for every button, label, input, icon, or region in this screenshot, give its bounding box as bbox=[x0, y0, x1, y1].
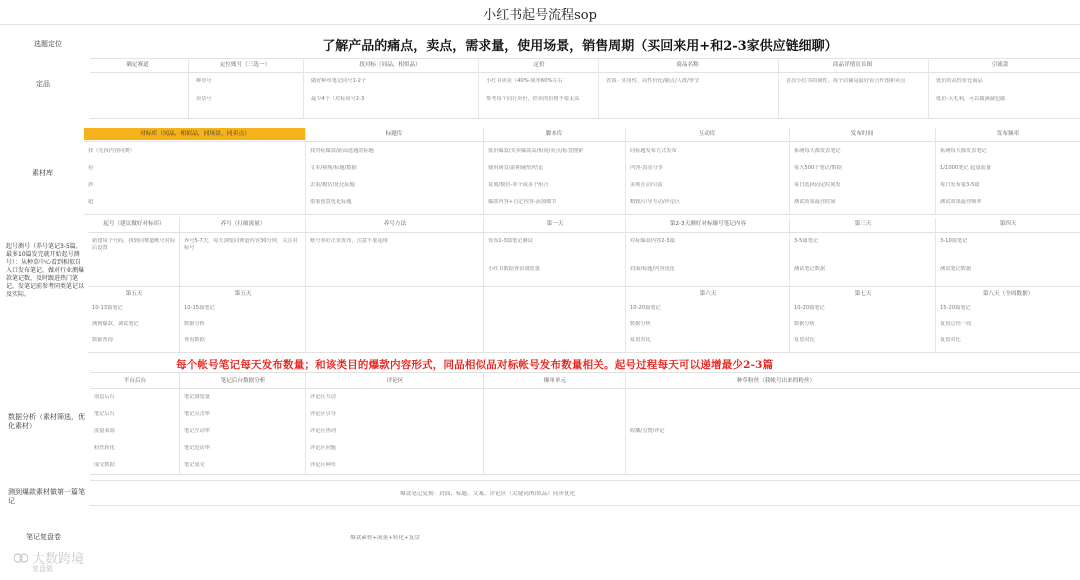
dingpin-cell: 卖货号 bbox=[196, 96, 212, 102]
sucai-cell: 同标题发布方式发布 bbox=[630, 148, 677, 154]
qihao-cell: 发布1-3篇笔记测试 bbox=[488, 238, 533, 244]
headline: 了解产品的痛点，卖点，需求量，使用场景，销售周期（买回来用+和2-3家供应链细聊） bbox=[322, 39, 838, 54]
analysis-cell: 评论区互动 bbox=[310, 394, 336, 400]
qihao-day-header: 第八天（全周数据） bbox=[982, 291, 1034, 297]
qihao-cell: 养号5-7天，每天浏览同赛道内容30分钟，关注对标号 bbox=[184, 238, 298, 252]
qihao-cell: 查看数据 bbox=[184, 337, 205, 343]
label-qihao: 起号测号（养号笔记3-5篇，最多10篇发完就开始起号测号）：从种草中心看到相似自入口发布笔记，做对行业测爆款笔记数，及时跟进热门笔记。发笔记前参考同类笔记以及实际。 bbox=[6, 243, 85, 298]
qihao-header: 养号（打破流量） bbox=[220, 221, 266, 227]
qihao-cell: 复盘对比 bbox=[940, 337, 961, 343]
sucai-header: 发布时间 bbox=[850, 131, 874, 137]
sucai-cell: 测试效果最佳时间 bbox=[794, 199, 836, 205]
analysis-cell: 消息后台 bbox=[94, 394, 115, 400]
sucai-header: 标题库 bbox=[385, 131, 403, 137]
dingpin-cell: 低价的高性价比商品 bbox=[936, 78, 983, 84]
analysis-cell: 评论区问题 bbox=[310, 445, 336, 451]
qihao-cell: 封面/标题/内容优化 bbox=[630, 266, 675, 272]
qihao-cell: 数据分析 bbox=[630, 321, 651, 327]
sucai-cell: 看 bbox=[88, 165, 94, 171]
label-dingwei: 选题定位 bbox=[34, 40, 62, 48]
sucai-cell: 精致/引导互动/评论区 bbox=[630, 199, 681, 205]
watermark-logo-icon bbox=[14, 552, 28, 564]
qihao-day-header: 第七天 bbox=[854, 291, 872, 297]
sucai-cell: 去重/模仿/优化标题 bbox=[310, 182, 355, 188]
qihao-header: 第一天 bbox=[546, 221, 564, 227]
analysis-cell: 笔记成交 bbox=[184, 462, 205, 468]
sucai-header: 脚本库 bbox=[545, 131, 563, 137]
qihao-cell: 10-20篇笔记 bbox=[630, 305, 661, 311]
qihao-cell: 复盘对比 bbox=[794, 337, 815, 343]
qihao-header: 第2-3天测好对标爆号笔记内容 bbox=[669, 221, 747, 227]
analysis-cell: 粉丝转化 bbox=[94, 445, 115, 451]
dingpin-header: 定位账号（三选一） bbox=[219, 62, 271, 68]
qihao-cell: 10-20篇笔记 bbox=[794, 305, 825, 311]
sucai-cell: 找对标爆款/前面选题的标题 bbox=[310, 148, 374, 154]
analysis-cell: 笔记进店率 bbox=[184, 445, 210, 451]
sucai-cell: 借鉴创意优化标题 bbox=[310, 199, 352, 205]
analysis-header: 平台后台 bbox=[123, 378, 147, 384]
qihao-header: 第三天 bbox=[854, 221, 872, 227]
dingpin-header: 找对标（同品，相似品） bbox=[359, 62, 421, 68]
qihao-day-header: 第六天 bbox=[699, 291, 717, 297]
qihao-day-header: 第五天 bbox=[125, 291, 143, 297]
dingpin-header: 商品详情页首图 bbox=[832, 62, 873, 68]
sucai-cell: 使用场景/前期铺垫/结论 bbox=[488, 165, 544, 171]
sucai-cell: 复刻/模仿-单个或多个组合 bbox=[488, 182, 549, 188]
analysis-cell: 成交数据 bbox=[94, 462, 115, 468]
dingpin-cell: 省钱 · 实用性、高性价比/痛点/人群/季节 bbox=[606, 78, 700, 84]
dingpin-header: 定价 bbox=[533, 62, 545, 68]
fupan-text: 爆款素材+流量+转化+复盘 bbox=[350, 535, 420, 541]
qihao-cell: 账号养好正常发布，注意不要违规 bbox=[310, 238, 388, 244]
qihao-header: 养号方法 bbox=[383, 221, 407, 227]
analysis-cell: 流量来源 bbox=[94, 428, 115, 434]
dingpin-header: 商品名称 bbox=[676, 62, 699, 68]
analysis-cell: 笔记后台 bbox=[94, 411, 115, 417]
dingpin-cell: 首次小红书的调性，每个店铺是最好看合作图和卖点 bbox=[786, 78, 906, 84]
sucai-cell: 每日选择固定时间发 bbox=[794, 182, 841, 188]
sucai-header: 发布频率 bbox=[996, 131, 1020, 137]
sucai-cell: 超 bbox=[88, 199, 94, 205]
sucai-cell: 系统每天都发表笔记 bbox=[794, 148, 841, 154]
qihao-cell: 10-13篇笔记 bbox=[92, 305, 123, 311]
qihao-cell: 测试笔记数据 bbox=[940, 266, 972, 272]
red-banner: 每个帐号笔记每天发布数量；和该类目的爆款内容形式，同品相似品对标帐号发布数量相关。起号过程每天可以递增最少2-3篇 bbox=[176, 359, 774, 371]
dingpin-cell: 做好种草笔记同号1-2个 bbox=[311, 78, 367, 84]
label-fuzuo: 复盘做 bbox=[32, 565, 53, 573]
sucai-cell: 内容-真实分享 bbox=[630, 165, 663, 171]
analysis-cell: 笔记浏览量 bbox=[184, 394, 210, 400]
dingpin-header: 确定赛道 bbox=[126, 62, 149, 68]
sucai-header: 互动库 bbox=[698, 131, 716, 137]
baokuan-text: 爆款笔记复刻：封面、标题、文案、评论区（关键词/相似品）同步优化 bbox=[400, 491, 576, 497]
qihao-header: 起号（建议做好对标库） bbox=[103, 221, 165, 227]
label-fupan: 笔记复盘卷 bbox=[26, 533, 61, 541]
qihao-cell: 新建每个号码，找到同赛道帐号对标后设置 bbox=[92, 238, 176, 252]
qihao-cell: 对标爆款内容2-3篇 bbox=[630, 238, 675, 244]
label-shuju: 数据分析（素材筛选，优化素材） bbox=[8, 413, 85, 430]
watermark: 大数跨境 bbox=[32, 552, 85, 567]
qihao-cell: 10-15篇笔记 bbox=[184, 305, 215, 311]
sucai-cell: 爆款内容+自定内容-添加细节 bbox=[488, 199, 557, 205]
page-title: 小红书起号流程sop bbox=[483, 8, 597, 23]
sucai-cell: 每天500个笔记/数据 bbox=[794, 165, 842, 171]
sucai-cell: 系统每天都发表笔记 bbox=[940, 148, 987, 154]
qihao-cell: 15-20篇笔记 bbox=[940, 305, 971, 311]
dingpin-cell: 参考每个同行卖价，但卖的价格不要太高 bbox=[486, 96, 580, 102]
qihao-cell: 3-10篇笔记 bbox=[940, 238, 968, 244]
analysis-cell: 笔记点击率 bbox=[184, 411, 210, 417]
label-dingpin: 定品 bbox=[36, 80, 50, 88]
analysis-header: 爆单单元 bbox=[543, 378, 567, 384]
qihao-day-header: 第五天 bbox=[234, 291, 252, 297]
analysis-cell: 笔记互动率 bbox=[184, 428, 210, 434]
dingpin-header: 引流款 bbox=[991, 62, 1009, 68]
qihao-cell: 数据查询 bbox=[92, 337, 113, 343]
analysis-header: 种草粉丝（我帐号出来的粉丝） bbox=[736, 378, 816, 384]
dingpin-cell: 种草号 bbox=[196, 78, 212, 84]
qihao-header: 第四天 bbox=[999, 221, 1017, 227]
dingpin-cell: 小红书卖货（40%-果率60%左右 bbox=[486, 78, 563, 84]
label-baokuan: 测到爆款素材做第一篇笔记 bbox=[8, 488, 85, 505]
label-sucaiku: 素材库 bbox=[32, 169, 53, 177]
qihao-cell: 数据分析 bbox=[794, 321, 815, 327]
qihao-cell: 复盘总结一周 bbox=[940, 321, 972, 327]
analysis-cell: 评论区引导 bbox=[310, 411, 336, 417]
qihao-cell: 复盘对比 bbox=[630, 337, 651, 343]
qihao-cell: 数据分析 bbox=[184, 321, 205, 327]
dingpin-cell: 低价-大毛利，可以做满减包邮 bbox=[936, 96, 1006, 102]
sucai-cell: 抄 bbox=[88, 182, 94, 188]
analysis-cell: 评论区热词 bbox=[310, 428, 336, 434]
sucai-cell: 低价爆款/买卖爆款高/相同/卖点/标签搜索 bbox=[488, 148, 584, 154]
qihao-cell: 测到爆款，调试笔记 bbox=[92, 321, 139, 327]
qihao-cell: 测试笔记数据 bbox=[794, 266, 826, 272]
sucai-cell: 每日发布量3-5篇 bbox=[940, 182, 980, 188]
analysis-cell: 收藏/点赞/评论 bbox=[630, 428, 665, 434]
sucai-cell: 美观互动/引流 bbox=[630, 182, 663, 188]
sucai-header-highlight: 对标库（同品，相似品，同场景，同卖点） bbox=[84, 128, 306, 140]
sucai-cell: 找（先找内容同赛） bbox=[88, 148, 135, 154]
analysis-header: 笔记后台数据分析 bbox=[220, 378, 266, 384]
qihao-cell: 3-5篇笔记 bbox=[794, 238, 819, 244]
sucai-cell: 文本/视频/标题/数据 bbox=[310, 165, 357, 171]
analysis-cell: 评论区种草 bbox=[310, 462, 336, 468]
analysis-header: 评论区 bbox=[386, 378, 404, 384]
qihao-cell: 小红书数据查看浏览量 bbox=[488, 266, 540, 272]
sucai-cell: 测试效果最佳频率 bbox=[940, 199, 982, 205]
dingpin-cell: 最少4个（对标同号2-3 bbox=[311, 96, 365, 102]
sucai-cell: 1/1000笔记 起量流量 bbox=[940, 165, 992, 171]
